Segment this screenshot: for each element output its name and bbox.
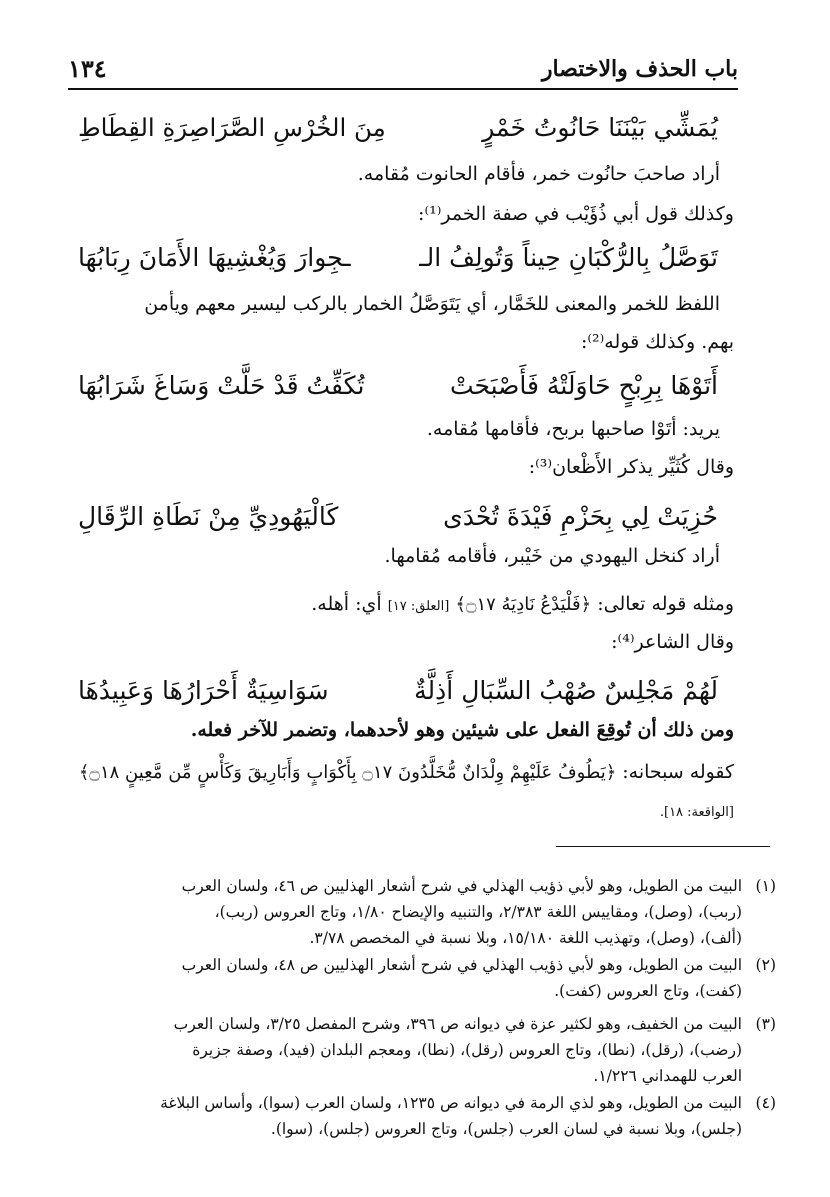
footnote-line: البيت من الطويل، وهو لذي الرمة في ديوانه ص ١٢٣٥، ولسان العرب (سوا)، وأساس البلاغة bbox=[160, 1094, 742, 1112]
verse-4 bbox=[78, 502, 718, 542]
verse-1-second-hemistich: مِنَ الخُرْسِ الصَّرَاصِرَةِ القِطَاطِ bbox=[78, 113, 386, 142]
verse-4-first-hemistich: حُزِيَتْ لِي بِحَزْمِ فَيْدَةَ تُحْدَى bbox=[443, 502, 718, 531]
verse-5-second-hemistich: سَوَاسِيَةٌ أَحْرَارُهَا وَعَبِيدُهَا bbox=[78, 676, 329, 705]
verse-2-first-hemistich: تَوَصَّلُ بِالرُّكْبَانِ حِيناً وَتُولِفُ الـ bbox=[419, 243, 718, 272]
paragraph-4: يريد: أتَوْا صاحبها بربح، فأقامها مُقامه. bbox=[426, 418, 720, 440]
quran-verse-alaq: ﴿فَلْيَدْعُ نَادِيَهُ ۝١٧﴾ bbox=[455, 594, 592, 615]
verse-3-second-hemistich: تُكَفِّتُ قَدْ حَلَّتْ وَسَاغَ شَرَابُهَا bbox=[78, 371, 365, 400]
footnote-line: البيت من الطويل، وهو لأبي ذؤيب الهذلي في شرح أشعار الهذليين ص ٤٨، ولسان العرب bbox=[181, 956, 742, 974]
quran-verse-waqia: ﴿يَطُوفُ عَلَيْهِمْ وِلْدَانٌ مُّخَلَّدُونَ ۝١٧ بِأَكْوَابٍ وَأَبَارِيقَ وَكَأْسٍ مِّن مَّعِينٍ ۝١٨﴾ bbox=[78, 762, 617, 783]
footnote-separator bbox=[556, 846, 770, 847]
header-rule bbox=[68, 88, 738, 90]
verse-4-second-hemistich: كَالْيَهُودِيِّ مِنْ نَطَاةِ الرِّقَالِ bbox=[78, 502, 339, 531]
footnote-1 bbox=[100, 873, 776, 951]
chapter-title: باب الحذف والاختصار bbox=[541, 56, 738, 82]
verse-5-first-hemistich: لَهُمْ مَجْلِسٌ صُهْبُ السِّبَالِ أَذِلَّةٌ bbox=[414, 676, 718, 705]
paragraph-7 bbox=[311, 593, 734, 615]
footnote-number: (١) bbox=[755, 877, 776, 895]
verse-2 bbox=[78, 243, 718, 283]
paragraph-7-tail: أي: أهله. bbox=[311, 593, 382, 615]
paragraph-3-line-1: اللفظ للخمر والمعنى للخَمَّار، أي يَتَوَصَّلُ الخمار بالركب ليسير معهم ويأمن bbox=[144, 293, 720, 315]
footnote-line: العرب للهمداني ١/٢٢٦. bbox=[593, 1067, 742, 1085]
footnote-4 bbox=[100, 1090, 776, 1142]
page-number: ١٣٤ bbox=[68, 54, 107, 83]
paragraph-9: ومن ذلك أن تُوقِعَ الفعل على شيئين وهو لأحدهما، وتضمر للآخر فعله. bbox=[190, 719, 734, 741]
footnote-line: (كفت)، وتاج العروس (كفت). bbox=[554, 982, 742, 1000]
footnote-number: (٢) bbox=[755, 956, 776, 974]
verse-3 bbox=[78, 371, 718, 411]
footnote-line: (ربب)، (وصل)، ومقاييس اللغة ٢/٣٨٣، والتنبيه والإيضاح ١/٨٠، وتاج العروس (ربب)، bbox=[214, 903, 742, 921]
paragraph-10-lead: كقوله سبحانه: bbox=[622, 761, 734, 783]
paragraph-5: وقال كُثَيِّر يذكر الأَظْعان⁽³⁾: bbox=[528, 456, 734, 478]
paragraph-6: أراد كنخل اليهودي من خَيْبر، فأقامه مُقامها. bbox=[384, 545, 720, 567]
paragraph-11: [الواقعة: ١٨]. bbox=[659, 805, 734, 820]
footnote-3 bbox=[100, 1011, 776, 1089]
footnote-line: البيت من الطويل، وهو لأبي ذؤيب الهذلي في شرح أشعار الهذليين ص ٤٦، ولسان العرب bbox=[181, 877, 742, 895]
footnote-line: البيت من الخفيف، وهو لكثير عزة في ديوانه ص ٣٩٦، وشرح المفصل ٣/٢٥، ولسان العرب bbox=[173, 1015, 742, 1033]
footnote-line: (جلس)، وبلا نسبة في لسان العرب (جلس)، وتاج العروس (جلس)، (سوا). bbox=[270, 1120, 742, 1138]
footnote-2 bbox=[100, 952, 776, 1004]
footnote-number: (٣) bbox=[755, 1015, 776, 1033]
paragraph-1: أراد صاحبَ حانُوت خمر، فأقام الحانوت مُقامه. bbox=[357, 163, 720, 185]
footnote-line: (ألف)، (وصل)، وتهذيب اللغة ١٥/١٨٠، وبلا نسبة في المخصص ٣/٧٨. bbox=[309, 929, 742, 947]
footnote-line: (رضب)، (رقل)، (نطا)، وتاج العروس (رقل)، (نطا)، ومعجم البلدان (فيد)، وصفة جزيرة bbox=[192, 1041, 742, 1059]
verse-1 bbox=[78, 113, 718, 153]
paragraph-8: وقال الشاعر⁽⁴⁾: bbox=[611, 631, 734, 653]
running-header bbox=[68, 50, 738, 90]
verse-3-first-hemistich: أَتَوْهَا بِرِبْحٍ حَاوَلَتْهُ فَأَصْبَحَتْ bbox=[449, 371, 718, 400]
footnote-number: (٤) bbox=[755, 1094, 776, 1112]
verse-5 bbox=[78, 676, 718, 716]
paragraph-2: وكذلك قول أبي ذُؤَيْب في صفة الخمر⁽¹⁾: bbox=[418, 203, 734, 225]
verse-2-second-hemistich: ـجِوارَ وَيُغْشِيهَا الأَمَانَ رِبَابُهَا bbox=[78, 243, 351, 272]
surah-reference: [العلق: ١٧] bbox=[387, 599, 450, 614]
verse-1-first-hemistich: يُمَشِّي بَيْنَنَا حَانُوتُ خَمْرٍ bbox=[482, 113, 718, 142]
paragraph-3-line-2: بهم. وكذلك قوله⁽²⁾: bbox=[580, 331, 734, 353]
paragraph-7-lead: ومثله قوله تعالى: bbox=[597, 593, 734, 615]
paragraph-10 bbox=[79, 761, 734, 783]
